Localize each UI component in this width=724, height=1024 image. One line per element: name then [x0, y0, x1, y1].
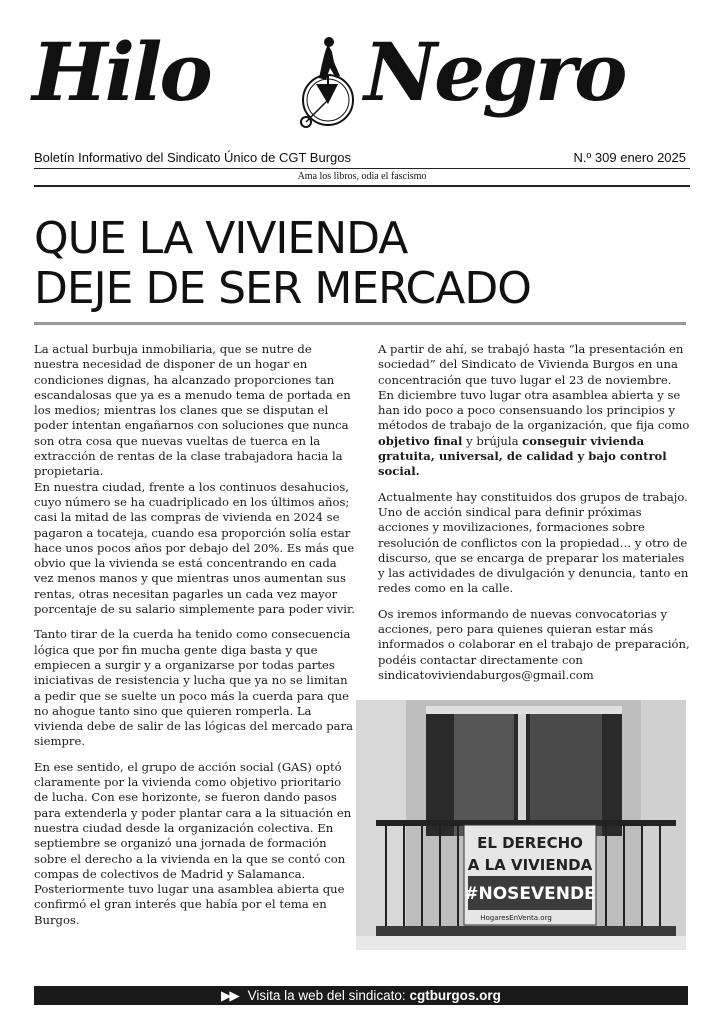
paragraph: En ese sentido, el grupo de acción social (GAS) optó claramente por la vivienda como objetivo prioritario de lucha. Con ese horizonte, se fueron dando pasos para extenderla y poder plantar cara a la situación en nuestra ciudad desde la organización colectiva. En septiembre se organizó una jornada de formación sobre el derecho a la vivienda en la que se contó con compas de colectivos de Madrid y Salamanca. Posteriormente tuvo lugar una asamblea abierta que confirmó el gran interés que había por el tema en Burgos.: [34, 759, 352, 927]
headline-line-2: DEJE DE SER MERCADO: [34, 263, 531, 314]
banner-text-line-3: #NOSEVENDE: [464, 884, 596, 904]
footer-website-link[interactable]: cgtburgos.org: [409, 988, 501, 1003]
bold-text: conseguir vivienda gratuita, universal, de calidad y bajo control social.: [378, 433, 667, 479]
balcony-illustration: [356, 700, 686, 950]
paragraph: Actualmente hay constituidos dos grupos de trabajo. Uno de acción sindical para definir próximas acciones y movilizaciones, formaciones sobre resolución de conflictos con la propiedad… y otro de discurso, que se encarga de preparar los materiales y las actividades de divulgación y denuncia, tanto en redes como en la calle.: [378, 489, 689, 596]
paragraph: Os iremos informando de nuevas convocatorias y acciones, pero para quienes quieran estar más informados o colaborar en el trabajo de preparación, podéis contactar directamente con sindicatoviviendaburgos@gmail.com: [378, 606, 690, 682]
cyclist-logo-icon: [292, 34, 364, 134]
headline-divider: [34, 322, 686, 325]
banner-text-line-1: EL DERECHO: [477, 834, 583, 852]
banner-text-line-2: A LA VIVIENDA: [467, 856, 593, 874]
paragraph: La actual burbuja inmobiliaria, que se nutre de nuestra necesidad de disponer de un hogar en condiciones dignas, ha alcanzado proporciones tan escandalosas que ya es a menudo tema de portada en los medios; mientras los clanes que se disputan el poder intentan engañarnos con soluciones que nunca son otra cosa que nuevas vueltas de tuerca en la extracción de rentas de la clase trabajadora hacia la propietaria. En nuestra ciudad, frente a los continuos desahucios, cuyo número se ha cuadriplicado en los últimos años; casi la mitad de las compras de vivienda en 2024 se pagaron a tocateja, cuando esa proporción solía estar hace unos pocos años por debajo del 20%. Es más que obvio que la vivienda se está concentrando en cada vez menos manos y que mientras unos aumentan sus rentas, otras necesitan pagarles un cada vez mayor porcentaje de su salario simplemente para poder vivir.: [34, 342, 355, 617]
footer-banner: [34, 986, 688, 1005]
double-arrow-icon: ▶▶: [221, 988, 238, 1003]
headline-line-1: QUE LA VIVIENDA: [34, 213, 408, 264]
tagline: Ama los libros, odia el fascismo: [297, 171, 427, 182]
masthead-title-negro: Negro: [364, 25, 625, 119]
issue-info: N.º 309 enero 2025: [573, 150, 686, 165]
footer-text: Visita la web del sindicato:: [247, 988, 406, 1003]
article-headline: [34, 214, 694, 314]
balcony-photo: [356, 700, 686, 950]
organization-name: Boletín Informativo del Sindicato Único de CGT Burgos: [34, 150, 351, 165]
paragraph: A partir de ahí, se trabajó hasta “la presentación en sociedad” del Sindicato de Vivienda Burgos en una concentración que tuvo lugar el 23 de noviembre. En diciembre tuvo lugar otra asamblea abierta y se han ido poco a poco consensuando los principios y métodos de trabajo de la organización, que fija como objetivo final y brújula conseguir vivienda gratuita, universal, de calidad y bajo control social.: [378, 342, 690, 479]
bold-text: objetivo final: [378, 433, 463, 448]
header-divider: [34, 168, 690, 169]
article-column-right: [378, 342, 690, 693]
paragraph: Tanto tirar de la cuerda ha tenido como consecuencia lógica que por fin mucha gente diga basta y que empiecen a surgir y a organizarse por todas partes iniciativas de resistencia y lucha que ya no se limitan a pedir que se suelte un poco más la cuerda para que no ahogue tanto sino que quieren romperla. La vivienda debe de salir de las lógicas del mercado para siempre.: [34, 627, 354, 749]
masthead: [30, 20, 694, 142]
article-column-left: [34, 342, 356, 938]
banner-small-text: HogaresEnVenta.org: [480, 914, 552, 922]
masthead-title-hilo: Hilo: [32, 25, 210, 119]
header-divider-bottom: [34, 185, 690, 187]
